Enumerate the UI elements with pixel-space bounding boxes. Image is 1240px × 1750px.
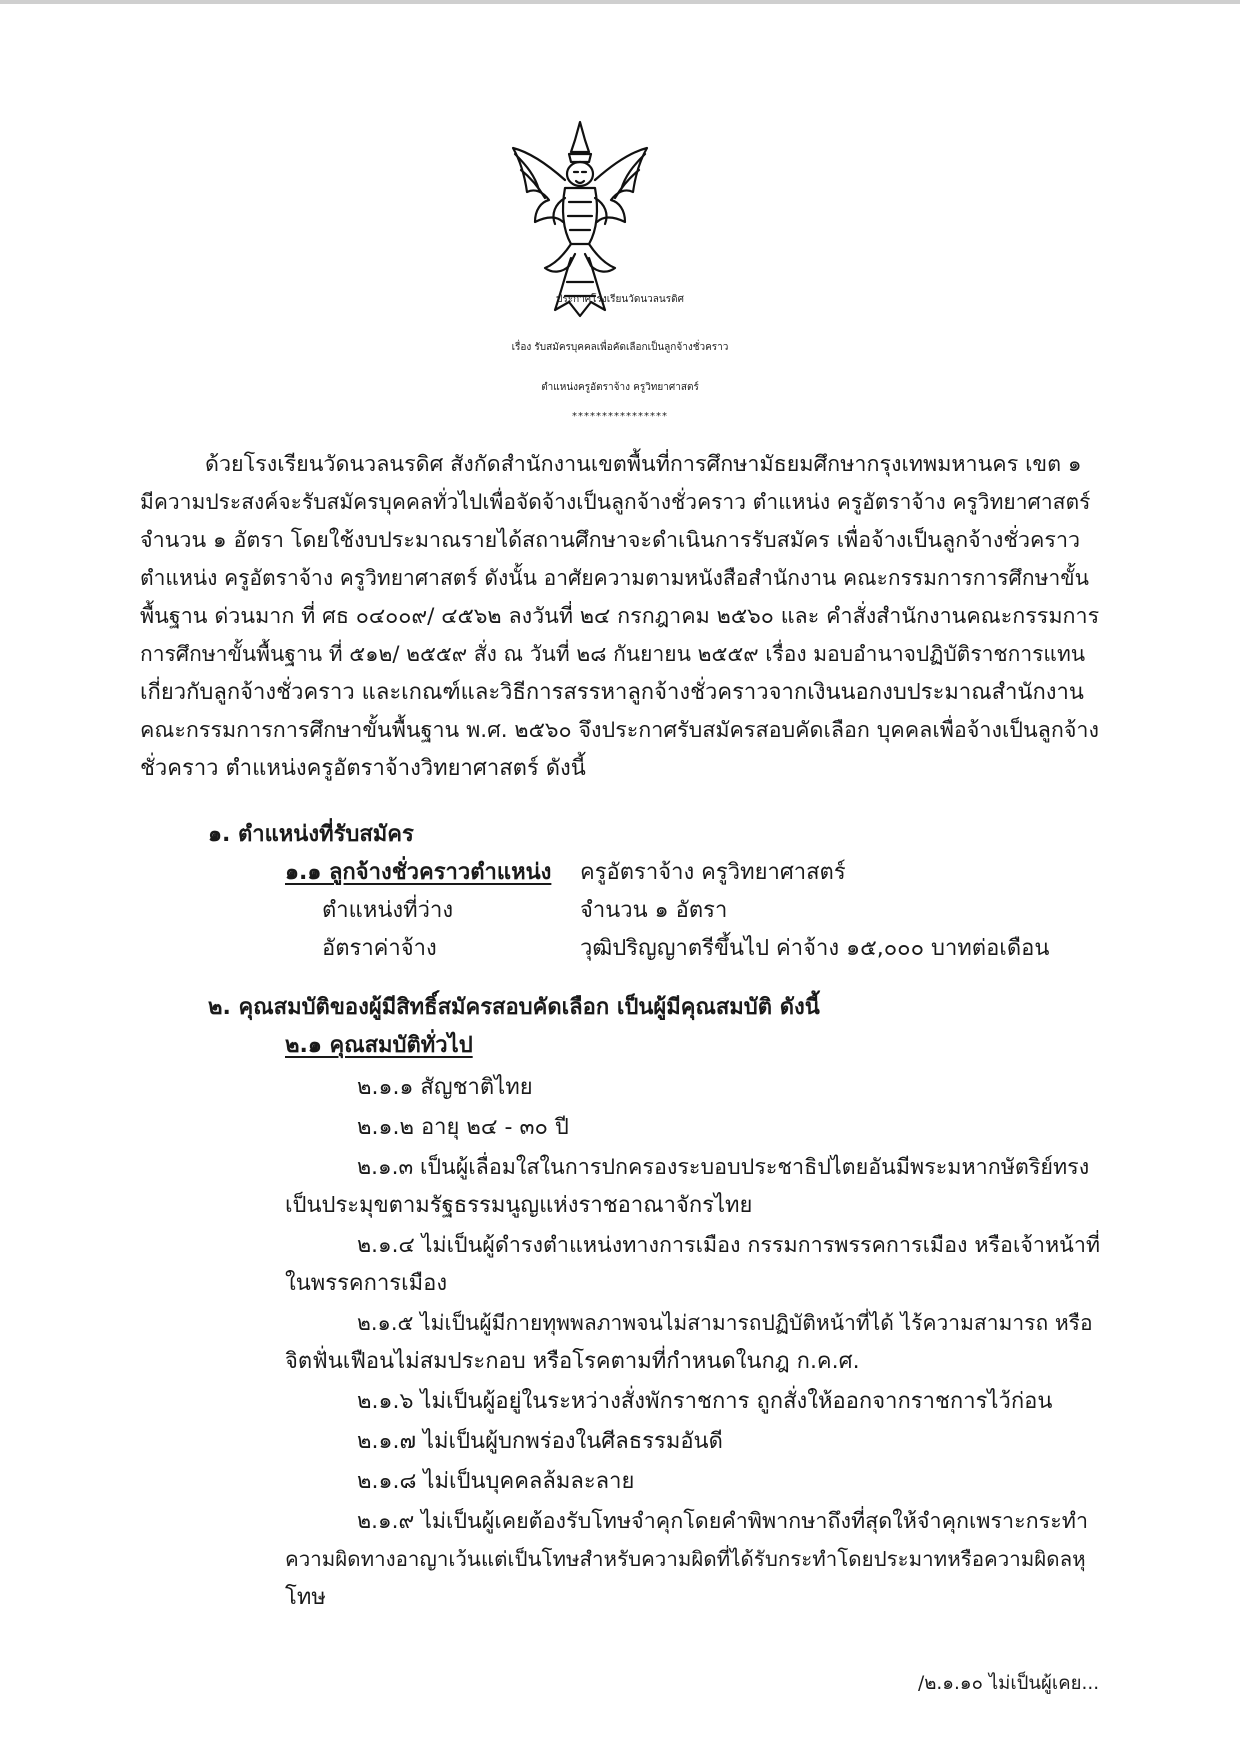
- top-border: [0, 0, 1240, 4]
- qualification-item-cont: ในพรรคการเมือง: [285, 1271, 448, 1296]
- subject-line: เรื่อง รับสมัครบุคคลเพื่อคัดเลือกเป็นลูกจ้างชั่วคราว: [511, 342, 729, 353]
- qualification-item: ๒.๑.๑ สัญชาติไทย: [357, 1075, 533, 1100]
- qualification-item: ๒.๑.๘ ไม่เป็นบุคคลล้มละลาย: [357, 1469, 635, 1494]
- intro-line: ชั่วคราว ตำแหน่งครูอัตราจ้างวิทยาศาสตร์ ดังนี้: [140, 756, 586, 781]
- qualification-item-cont: ความผิดทางอาญาเว้นแต่เป็นโทษสำหรับความผิดที่ได้รับกระทำโดยประมาทหรือความผิดลหุ: [285, 1547, 1086, 1571]
- qualification-item: ๒.๑.๖ ไม่เป็นผู้อยู่ในระหว่างสั่งพักราชการ ถูกสั่งให้ออกจากราชการไว้ก่อน: [357, 1389, 1053, 1414]
- position-line: ตำแหน่งครูอัตราจ้าง ครูวิทยาศาสตร์: [541, 382, 699, 393]
- intro-line: ตำแหน่ง ครูอัตราจ้าง ครูวิทยาศาสตร์ ดังนั้น อาศัยความตามหนังสือสำนักงาน คณะกรรมการการศึกษาขั้น: [140, 566, 1089, 590]
- qualification-item-cont: เป็นประมุขตามรัฐธรรมนูญแห่งราชอาณาจักรไทย: [285, 1193, 753, 1218]
- qualification-item: ๒.๑.๗ ไม่เป็นผู้บกพร่องในศีลธรรมอันดี: [357, 1429, 723, 1454]
- garuda-emblem-icon: [505, 118, 655, 318]
- vacancy-value: จำนวน ๑ อัตรา: [580, 898, 728, 923]
- qualification-item: ๒.๑.๒ อายุ ๒๔ - ๓๐ ปี: [357, 1115, 569, 1140]
- qualification-item-cont: โทษ: [285, 1585, 326, 1610]
- position-label: ๑.๑ ลูกจ้างชั่วคราวตำแหน่ง: [285, 860, 552, 885]
- intro-line: เกี่ยวกับลูกจ้างชั่วคราว และเกณฑ์และวิธีการสรรหาลูกจ้างชั่วคราวจากเงินนอกงบประมาณสำนักงาน: [140, 680, 1084, 705]
- continuation-note: /๒.๑.๑๐ ไม่เป็นผู้เคย...: [918, 1673, 1100, 1694]
- intro-line: คณะกรรมการการศึกษาขั้นพื้นฐาน พ.ศ. ๒๕๖๐ จึงประกาศรับสมัครสอบคัดเลือก บุคคลเพื่อจ้างเป็นลูกจ้าง: [140, 718, 1100, 743]
- intro-line: พื้นฐาน ด่วนมาก ที่ ศธ ๐๔๐๐๙/ ๔๕๖๒ ลงวันที่ ๒๔ กรกฎาคม ๒๕๖๐ และ คำสั่งสำนักงานคณะกรรมการ: [140, 604, 1100, 629]
- section1-heading: ๑. ตำแหน่งที่รับสมัคร: [208, 822, 414, 847]
- intro-line: การศึกษาขั้นพื้นฐาน ที่ ๕๑๒/ ๒๕๕๙ สั่ง ณ วันที่ ๒๘ กันยายน ๒๕๕๙ เรื่อง มอบอำนาจปฏิบัติราชการแทน: [140, 642, 1086, 666]
- vacancy-label: ตำแหน่งที่ว่าง: [322, 898, 454, 923]
- qualification-item-cont: จิตฟั่นเฟือนไม่สมประกอบ หรือโรคตามที่กำหนดในกฎ ก.ค.ศ.: [285, 1349, 860, 1374]
- separator-stars: ****************: [572, 411, 668, 422]
- section2-heading: ๒. คุณสมบัติของผู้มีสิทธิ์สมัครสอบคัดเลือก เป็นผู้มีคุณสมบัติ ดังนี้: [208, 995, 820, 1020]
- general-qualifications-heading: ๒.๑ คุณสมบัติทั่วไป: [285, 1033, 473, 1058]
- intro-line: ด้วยโรงเรียนวัดนวลนรดิศ สังกัดสำนักงานเขตพื้นที่การศึกษามัธยมศึกษากรุงเทพมหานคร เขต ๑: [205, 452, 1082, 477]
- wage-value: วุฒิปริญญาตรีขึ้นไป ค่าจ้าง ๑๕,๐๐๐ บาทต่อเดือน: [580, 936, 1050, 961]
- qualification-item: ๒.๑.๔ ไม่เป็นผู้ดำรงตำแหน่งทางการเมือง กรรมการพรรคการเมือง หรือเจ้าหน้าที่: [357, 1233, 1101, 1258]
- wage-label: อัตราค่าจ้าง: [322, 936, 437, 961]
- announcement-title: ประกาศโรงเรียนวัดนวลนรดิศ: [556, 294, 684, 305]
- position-value: ครูอัตราจ้าง ครูวิทยาศาสตร์: [580, 860, 846, 885]
- intro-line: จำนวน ๑ อัตรา โดยใช้งบประมาณรายได้สถานศึกษาจะดำเนินการรับสมัคร เพื่อจ้างเป็นลูกจ้างชั่วคราว: [140, 528, 1081, 553]
- qualification-item: ๒.๑.๓ เป็นผู้เลื่อมใสในการปกครองระบอบประชาธิปไตยอันมีพระมหากษัตริย์ทรง: [357, 1155, 1090, 1180]
- intro-line: มีความประสงค์จะรับสมัครบุคคลทั่วไปเพื่อจัดจ้างเป็นลูกจ้างชั่วคราว ตำแหน่ง ครูอัตราจ้าง ครูวิทยาศาสตร์: [140, 490, 1091, 514]
- qualification-item: ๒.๑.๙ ไม่เป็นผู้เคยต้องรับโทษจำคุกโดยคำพิพากษาถึงที่สุดให้จำคุกเพราะกระทำ: [357, 1509, 1089, 1534]
- qualification-item: ๒.๑.๕ ไม่เป็นผู้มีกายทุพพลภาพจนไม่สามารถปฏิบัติหน้าที่ได้ ไร้ความสามารถ หรือ: [357, 1311, 1093, 1335]
